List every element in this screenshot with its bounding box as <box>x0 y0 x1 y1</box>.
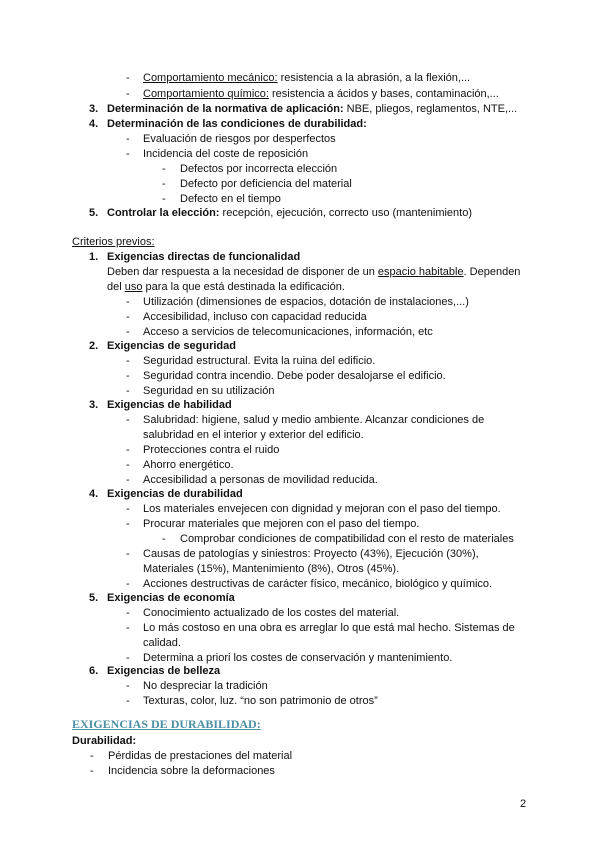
text-fragment: del <box>107 281 125 293</box>
list-item: Lo más costoso en una obra es arreglar lo que está mal hecho. Sistemas de <box>143 622 515 634</box>
dash-bullet <box>126 606 130 621</box>
section-title: EXIGENCIAS DE DURABILIDAD: <box>72 717 261 731</box>
item-description: NBE, pliegos, reglamentos, NTE,... <box>343 103 518 115</box>
term-description: resistencia a la abrasión, a la flexión,... <box>277 72 471 84</box>
dash-bullet <box>162 192 166 207</box>
dash-bullet <box>126 547 130 562</box>
list-number: 5. <box>89 207 99 219</box>
list-item: Acciones destructivas de carácter físico, mecánico, biológico y químico. <box>143 578 493 590</box>
list-item: Accesibilidad a personas de movilidad reducida. <box>143 474 378 486</box>
list-item: Conocimiento actualizado de los costes del material. <box>143 607 400 619</box>
dash-bullet <box>126 679 130 694</box>
dash-bullet <box>126 354 130 369</box>
list-number: 3. <box>89 103 99 115</box>
dash-bullet <box>126 443 130 458</box>
list-item: Causas de patologías y siniestros: Proyecto (43%), Ejecución (30%), <box>143 548 479 560</box>
dash-bullet <box>126 517 130 532</box>
list-item: Determina a priori los costes de conservación y mantenimiento. <box>143 652 453 664</box>
list-item: Seguridad contra incendio. Debe poder desalojarse el edificio. <box>143 370 446 382</box>
list-item: Los materiales envejecen con dignidad y mejoran con el paso del tiempo. <box>143 503 501 515</box>
list-item-continuation: calidad. <box>143 637 181 649</box>
text-fragment: Deben dar respuesta a la necesidad de disponer de un <box>107 266 378 278</box>
dash-bullet <box>162 532 166 547</box>
dash-bullet <box>162 162 166 177</box>
dash-bullet <box>90 749 94 764</box>
dash-bullet <box>126 71 130 86</box>
dash-bullet <box>126 87 130 102</box>
item-description: recepción, ejecución, correcto uso (mantenimiento) <box>219 207 472 219</box>
dash-bullet <box>126 310 130 325</box>
list-item: Texturas, color, luz. “no son patrimonio de otros” <box>143 695 378 707</box>
list-item: Pérdidas de prestaciones del material <box>108 750 293 762</box>
section-heading-seguridad: Exigencias de seguridad <box>107 340 236 352</box>
dash-bullet <box>126 577 130 592</box>
list-item: Evaluación de riesgos por desperfectos <box>143 133 336 145</box>
list-number: 1. <box>89 251 99 263</box>
list-item: Ahorro energético. <box>143 459 234 471</box>
dash-bullet <box>126 369 130 384</box>
numbered-item-4: Determinación de las condiciones de durabilidad: <box>107 118 367 130</box>
list-item-continuation: Materiales (15%), Mantenimiento (8%), Otros (45%). <box>143 563 400 575</box>
list-number: 5. <box>89 592 99 604</box>
sub-list-item: Comprobar condiciones de compatibilidad con el resto de materiales <box>180 533 514 545</box>
dash-bullet <box>126 147 130 162</box>
term-description: resistencia a ácidos y bases, contaminación,... <box>268 88 499 100</box>
dash-bullet <box>126 621 130 636</box>
list-item: Utilización (dimensiones de espacios, dotación de instalaciones,...) <box>143 296 469 308</box>
numbered-item-3 <box>107 102 517 117</box>
list-number: 4. <box>89 488 99 500</box>
dash-bullet <box>126 413 130 428</box>
list-item <box>143 71 470 86</box>
section-subtitle: Durabilidad: <box>72 735 137 747</box>
list-item: Seguridad estructural. Evita la ruina del edificio. <box>143 355 376 367</box>
dash-bullet <box>126 295 130 310</box>
section-heading-economia: Exigencias de economía <box>107 592 235 604</box>
sub-list-item: Defectos por incorrecta elección <box>180 163 338 175</box>
dash-bullet <box>126 694 130 709</box>
list-number: 6. <box>89 665 99 677</box>
dash-bullet <box>126 473 130 488</box>
dash-bullet <box>90 764 94 779</box>
list-item: Incidencia sobre la deformaciones <box>108 765 275 777</box>
item-label: Determinación de la normativa de aplicación: <box>107 103 344 115</box>
dash-bullet <box>126 384 130 399</box>
section-heading-funcionalidad: Exigencias directas de funcionalidad <box>107 251 301 263</box>
list-item: Salubridad: higiene, salud y medio ambiente. Alcanzar condiciones de <box>143 414 485 426</box>
paragraph-line <box>107 280 345 295</box>
term-comportamiento-quimico: Comportamiento químico: <box>143 88 269 100</box>
text-fragment: para la que está destinada la edificación. <box>142 281 345 293</box>
term-comportamiento-mecanico: Comportamiento mecánico: <box>143 72 278 84</box>
item-label: Controlar la elección: <box>107 207 220 219</box>
section-heading-belleza: Exigencias de belleza <box>107 665 221 677</box>
list-item: Acceso a servicios de telecomunicaciones, información, etc <box>143 326 433 338</box>
list-item: Procurar materiales que mejoren con el paso del tiempo. <box>143 518 420 530</box>
list-item: Seguridad en su utilización <box>143 385 275 397</box>
text-fragment: . Dependen <box>463 266 521 278</box>
sub-list-item: Defecto por deficiencia del material <box>180 178 352 190</box>
list-number: 4. <box>89 118 99 130</box>
dash-bullet <box>126 502 130 517</box>
list-item: Incidencia del coste de reposición <box>143 148 309 160</box>
dash-bullet <box>126 325 130 340</box>
list-item: No despreciar la tradición <box>143 680 268 692</box>
paragraph-line <box>107 265 520 280</box>
list-number: 3. <box>89 399 99 411</box>
dash-bullet <box>126 458 130 473</box>
list-item <box>143 87 499 102</box>
list-number: 2. <box>89 340 99 352</box>
section-heading-durabilidad: Exigencias de durabilidad <box>107 488 243 500</box>
section-heading-habilidad: Exigencias de habilidad <box>107 399 232 411</box>
term-espacio-habitable: espacio habitable <box>377 266 464 278</box>
sub-list-item: Defecto en el tiempo <box>180 193 281 205</box>
page-number: 2 <box>520 798 527 810</box>
list-item-continuation: salubridad en el interior y exterior del edificio. <box>143 429 364 441</box>
dash-bullet <box>162 177 166 192</box>
list-item: Accesibilidad, incluso con capacidad reducida <box>143 311 367 323</box>
list-item: Protecciones contra el ruido <box>143 444 280 456</box>
numbered-item-5 <box>107 206 472 221</box>
dash-bullet <box>126 132 130 147</box>
term-uso: uso <box>124 281 143 293</box>
criterios-title: Criterios previos: <box>72 236 155 248</box>
